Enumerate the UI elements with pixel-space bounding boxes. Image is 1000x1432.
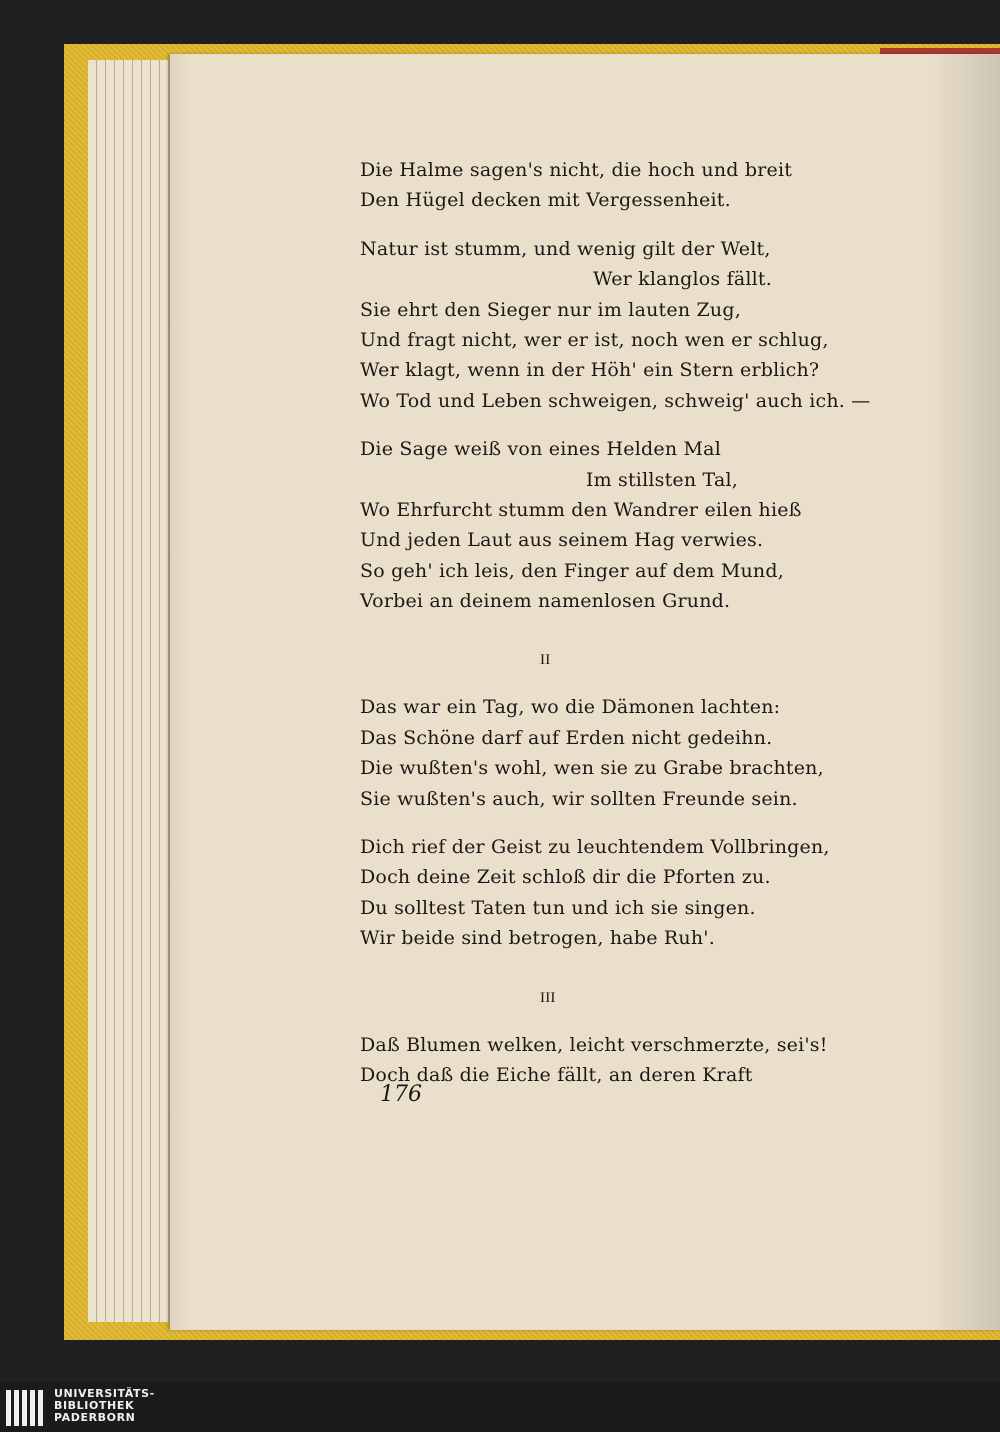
library-logo-icon xyxy=(6,1390,50,1426)
verse-line: Sie ehrt den Sieger nur im lauten Zug, xyxy=(360,298,741,321)
verse-line: Die wußten's wohl, wen sie zu Grabe brachten, xyxy=(360,757,824,780)
verse-line: Doch deine Zeit schloß dir die Pforten zu. xyxy=(360,866,771,889)
verse-line: Und jeden Laut aus seinem Hag verwies. xyxy=(360,529,764,552)
verse-line: Du solltest Taten tun und ich sie singen. xyxy=(360,896,756,919)
verse-line: Und fragt nicht, wer er ist, noch wen er schlug, xyxy=(360,328,829,351)
verse-line: Wo Tod und Leben schweigen, schweig' auch ich. — xyxy=(360,389,871,412)
verse-line: Das Schöne darf auf Erden nicht gedeihn. xyxy=(360,726,773,749)
verse-line: Doch daß die Eiche fällt, an deren Kraft xyxy=(360,1063,753,1086)
page-leaf xyxy=(88,60,97,1322)
page-leaf xyxy=(133,60,142,1322)
section-number: III xyxy=(540,989,556,1006)
logo-line: PADERBORN xyxy=(54,1411,136,1424)
page-leaf xyxy=(124,60,133,1322)
verse-line: Das war ein Tag, wo die Dämonen lachten: xyxy=(360,696,781,719)
verse-line: Sie wußten's auch, wir sollten Freunde sein. xyxy=(360,787,798,810)
library-footer xyxy=(0,1382,1000,1432)
library-logo-text xyxy=(54,1388,155,1424)
verse-line: Vorbei an deinem namenlosen Grund. xyxy=(360,590,731,613)
logo-line: BIBLIOTHEK xyxy=(54,1399,135,1412)
verse-line: So geh' ich leis, den Finger auf dem Mund, xyxy=(360,559,784,582)
page-leaf xyxy=(160,60,169,1322)
poem-text xyxy=(360,155,871,1090)
verse-line: Dich rief der Geist zu leuchtendem Vollbringen, xyxy=(360,836,830,859)
verse-line: Im stillsten Tal, xyxy=(585,468,738,491)
verse-line: Daß Blumen welken, leicht verschmerzte, sei's! xyxy=(360,1033,828,1056)
verse-line: Den Hügel decken mit Vergessenheit. xyxy=(360,189,731,212)
verse-line: Die Sage weiß von eines Helden Mal xyxy=(360,438,721,461)
verse-line: Natur ist stumm, und wenig gilt der Welt, xyxy=(360,237,771,260)
page-leaf xyxy=(97,60,106,1322)
page-leaf xyxy=(151,60,160,1322)
section-number: II xyxy=(540,652,551,669)
page-number: 176 xyxy=(380,1082,422,1107)
page-leaf xyxy=(115,60,124,1322)
verse-line: Wo Ehrfurcht stumm den Wandrer eilen hieß xyxy=(360,498,802,521)
verse-line: Wer klanglos fällt. xyxy=(593,268,772,291)
verse-line: Die Halme sagen's nicht, die hoch und breit xyxy=(360,159,793,181)
verse-line: Wer klagt, wenn in der Höh' ein Stern erblich? xyxy=(360,359,820,382)
page-leaf xyxy=(106,60,115,1322)
logo-line: UNIVERSITÄTS- xyxy=(54,1387,155,1400)
verse-line: Wir beide sind betrogen, habe Ruh'. xyxy=(360,927,715,950)
page-leaf xyxy=(142,60,151,1322)
